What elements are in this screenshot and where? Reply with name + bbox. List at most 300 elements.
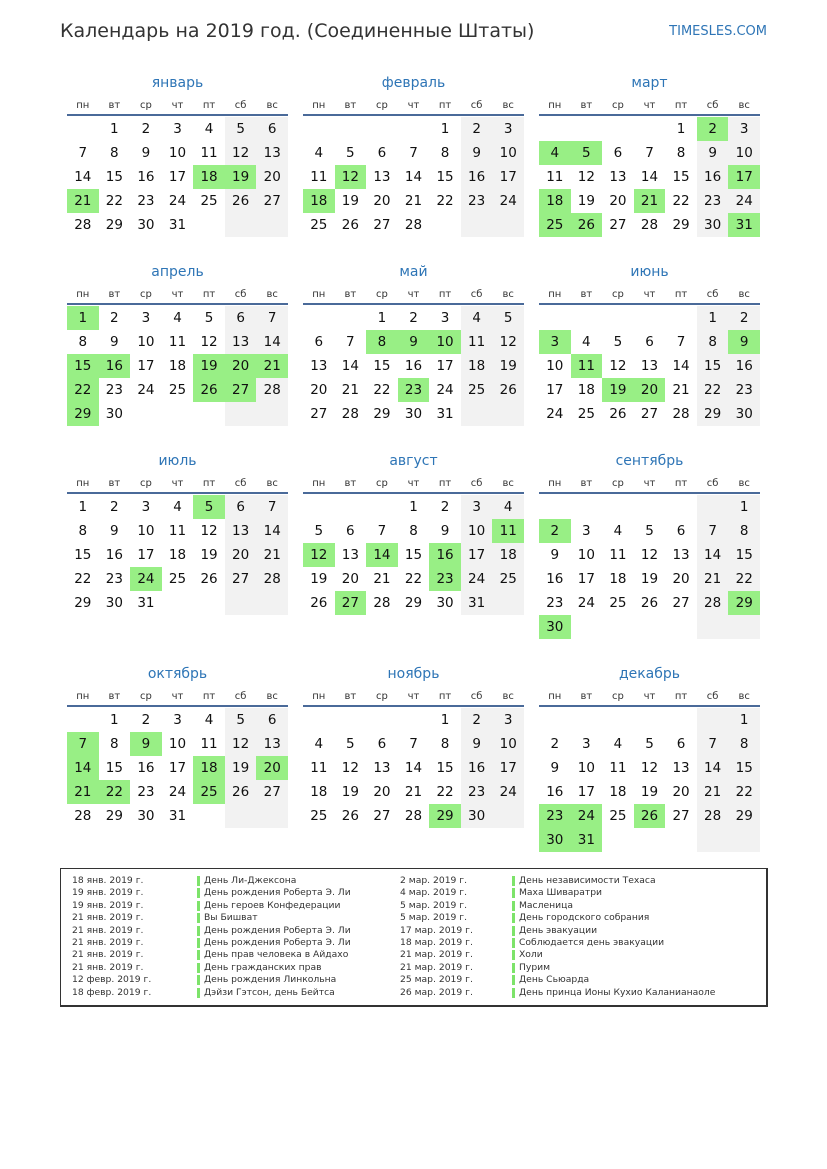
weekday-header (303, 687, 524, 707)
day-cell: 22 (105, 193, 123, 209)
month-calendar (67, 70, 288, 237)
day-cell: 28 (697, 804, 729, 828)
day-cell: 29 (74, 595, 92, 611)
empty-cell (492, 591, 524, 615)
day-cell: 27 (225, 567, 257, 591)
weekday-label: сб (706, 100, 719, 111)
day-cell: 5 (645, 736, 654, 752)
holiday-day: 12 (303, 543, 335, 567)
day-cell: 26 (341, 217, 359, 233)
day-cell: 12 (577, 169, 595, 185)
holiday-day: 14 (366, 543, 398, 567)
site-link[interactable]: TIMESLES.COM (669, 24, 767, 39)
legend-row (61, 912, 766, 924)
day-cell: 19 (640, 571, 659, 587)
days-grid (303, 708, 524, 828)
weekday-label: сб (470, 478, 483, 489)
day-cell: 20 (672, 571, 690, 587)
weekday-label: вт (344, 691, 357, 702)
holiday-name: Холи (519, 949, 543, 961)
day-cell: 8 (728, 519, 760, 543)
day-cell: 26 (310, 595, 328, 611)
empty-cell (398, 117, 430, 141)
holiday-date: 18 мар. 2019 г. (400, 936, 473, 948)
day-cell: 15 (436, 760, 454, 776)
day-cell: 31 (168, 217, 187, 233)
empty-cell (697, 495, 729, 519)
empty-cell (303, 708, 335, 732)
weekday-header (539, 96, 760, 116)
day-cell: 9 (110, 523, 119, 539)
day-cell: 22 (672, 193, 690, 209)
day-cell: 29 (697, 402, 729, 426)
holiday-marker (197, 938, 200, 948)
weekday-label: ср (611, 691, 624, 702)
day-cell: 18 (609, 784, 627, 800)
day-cell: 22 (697, 378, 729, 402)
day-cell: 9 (550, 760, 560, 776)
month-calendar (303, 448, 524, 615)
day-cell: 30 (697, 213, 729, 237)
month-calendar (539, 70, 760, 237)
day-cell: 14 (341, 358, 359, 374)
empty-cell (697, 615, 729, 639)
holiday-date: 19 янв. 2019 г. (72, 887, 144, 899)
day-cell: 11 (310, 169, 328, 185)
legend-row (61, 949, 766, 961)
day-cell: 28 (341, 406, 359, 422)
days-grid (303, 117, 524, 237)
day-cell: 19 (225, 756, 257, 780)
days-grid (67, 117, 288, 237)
day-cell: 15 (105, 169, 123, 185)
weekday-label: ср (139, 289, 152, 300)
weekday-label: пн (312, 478, 326, 489)
weekday-label: пн (548, 691, 562, 702)
day-cell: 22 (404, 571, 423, 587)
day-cell: 16 (546, 571, 564, 587)
day-cell: 6 (256, 117, 288, 141)
weekday-label: пн (76, 478, 90, 489)
holiday-date: 21 янв. 2019 г. (72, 949, 144, 961)
day-cell: 11 (609, 547, 627, 563)
day-cell: 21 (697, 567, 729, 591)
holiday-date: 19 янв. 2019 г. (72, 899, 144, 911)
day-cell: 16 (404, 358, 423, 374)
month-name: март (631, 75, 668, 91)
day-cell: 3 (492, 117, 524, 141)
day-cell: 24 (492, 189, 524, 213)
weekday-label: вт (344, 478, 357, 489)
day-cell: 13 (225, 519, 257, 543)
day-cell: 24 (168, 784, 187, 800)
day-cell: 5 (346, 736, 355, 752)
empty-cell (571, 306, 603, 330)
legend-row (61, 937, 766, 949)
day-cell: 28 (404, 808, 423, 824)
empty-cell (539, 306, 571, 330)
day-cell: 18 (492, 543, 524, 567)
day-cell: 23 (697, 189, 729, 213)
day-cell: 8 (440, 736, 450, 752)
day-cell: 11 (609, 760, 627, 776)
holiday-name: День гражданских прав (204, 961, 322, 973)
holiday-day: 23 (429, 567, 461, 591)
holiday-day: 9 (398, 330, 430, 354)
day-cell: 30 (436, 595, 454, 611)
weekday-label: сб (706, 289, 719, 300)
empty-cell (602, 708, 634, 732)
empty-cell (461, 402, 493, 426)
weekday-label: ср (139, 478, 152, 489)
day-cell: 8 (110, 736, 119, 752)
day-cell: 3 (492, 708, 524, 732)
day-cell: 1 (697, 306, 729, 330)
day-cell: 18 (461, 354, 493, 378)
day-cell: 15 (373, 358, 391, 374)
day-cell: 1 (676, 121, 686, 137)
month-name: апрель (151, 264, 204, 280)
holiday-marker (197, 988, 200, 998)
holiday-date: 5 мар. 2019 г. (400, 912, 468, 924)
weekday-label: пн (76, 289, 90, 300)
day-cell: 5 (204, 310, 214, 326)
holiday-day: 20 (256, 756, 288, 780)
day-cell: 30 (728, 402, 760, 426)
weekday-label: вс (502, 100, 514, 111)
day-cell: 13 (225, 330, 257, 354)
day-cell: 9 (461, 732, 493, 756)
day-cell: 26 (225, 189, 257, 213)
day-cell: 17 (436, 358, 454, 374)
holiday-day: 2 (697, 117, 729, 141)
day-cell: 19 (310, 571, 328, 587)
weekday-header (539, 474, 760, 494)
day-cell: 29 (373, 406, 391, 422)
empty-cell (665, 828, 697, 852)
day-cell: 16 (546, 784, 564, 800)
day-cell: 21 (697, 780, 729, 804)
holiday-day: 21 (67, 780, 99, 804)
day-cell: 10 (137, 334, 155, 350)
day-cell: 21 (256, 543, 288, 567)
empty-cell (256, 402, 288, 426)
weekday-label: вт (108, 289, 121, 300)
day-cell: 27 (672, 808, 690, 824)
holiday-marker (512, 926, 515, 936)
days-grid (67, 708, 288, 828)
day-cell: 17 (577, 784, 595, 800)
weekday-label: пт (202, 289, 216, 300)
day-cell: 30 (137, 217, 155, 233)
holiday-date: 17 мар. 2019 г. (400, 924, 473, 936)
weekday-label: сб (470, 100, 483, 111)
month-name: декабрь (618, 666, 681, 682)
months-grid (67, 70, 760, 852)
empty-cell (539, 495, 571, 519)
day-cell: 22 (436, 784, 454, 800)
day-cell: 28 (640, 217, 659, 233)
holiday-day: 21 (634, 189, 666, 213)
day-cell: 11 (546, 169, 564, 185)
weekday-label: пт (438, 100, 452, 111)
holiday-day: 31 (728, 213, 760, 237)
holiday-date: 4 мар. 2019 г. (400, 887, 468, 899)
weekday-label: ср (375, 478, 388, 489)
day-cell: 8 (78, 523, 88, 539)
empty-cell (130, 402, 162, 426)
holiday-name: День рождения Роберта Э. Ли (204, 887, 351, 899)
day-cell: 24 (461, 567, 493, 591)
month-name: январь (151, 75, 204, 91)
day-cell: 12 (200, 334, 218, 350)
day-cell: 30 (404, 406, 423, 422)
day-cell: 4 (461, 306, 493, 330)
days-grid (539, 708, 760, 852)
day-cell: 19 (200, 547, 218, 563)
holiday-day: 9 (728, 330, 760, 354)
weekday-label: пн (76, 691, 90, 702)
day-cell: 8 (697, 330, 729, 354)
empty-cell (366, 708, 398, 732)
day-cell: 13 (373, 169, 391, 185)
empty-cell (67, 117, 99, 141)
empty-cell (193, 402, 225, 426)
month-name: февраль (381, 75, 446, 91)
empty-cell (602, 828, 634, 852)
holiday-date: 25 мар. 2019 г. (400, 974, 473, 986)
day-cell: 6 (645, 334, 654, 350)
holiday-day: 19 (602, 378, 634, 402)
holiday-day: 1 (67, 306, 99, 330)
weekday-label: сб (234, 478, 247, 489)
day-cell: 29 (105, 808, 123, 824)
day-cell: 16 (105, 547, 123, 563)
weekday-label: вт (580, 289, 593, 300)
empty-cell (492, 402, 524, 426)
weekday-label: ср (375, 100, 388, 111)
month-calendar (67, 448, 288, 615)
day-cell: 2 (550, 736, 560, 752)
day-cell: 13 (672, 547, 690, 563)
day-cell: 13 (609, 169, 627, 185)
day-cell: 20 (373, 784, 391, 800)
holiday-day: 20 (634, 378, 666, 402)
month-name: август (389, 453, 438, 469)
holiday-marker (197, 950, 200, 960)
empty-cell (225, 213, 257, 237)
weekday-label: вс (502, 478, 514, 489)
day-cell: 25 (200, 193, 218, 209)
day-cell: 14 (404, 169, 423, 185)
holiday-marker (512, 888, 515, 898)
day-cell: 26 (492, 378, 524, 402)
day-cell: 4 (173, 499, 182, 515)
empty-cell (162, 402, 194, 426)
weekday-header (67, 96, 288, 116)
legend-row (61, 925, 766, 937)
weekday-label: пн (312, 100, 326, 111)
day-cell: 1 (440, 712, 450, 728)
holiday-date: 21 янв. 2019 г. (72, 924, 144, 936)
empty-cell (571, 495, 603, 519)
day-cell: 19 (341, 193, 359, 209)
day-cell: 19 (341, 784, 359, 800)
holiday-day: 18 (539, 189, 571, 213)
day-cell: 1 (110, 712, 119, 728)
weekday-label: вс (266, 691, 278, 702)
day-cell: 25 (461, 378, 493, 402)
days-grid (67, 306, 288, 426)
day-cell: 3 (582, 736, 591, 752)
day-cell: 22 (373, 382, 391, 398)
holiday-name: Пурим (519, 961, 551, 973)
holiday-date: 12 февр. 2019 г. (72, 974, 152, 986)
holiday-day: 30 (539, 615, 571, 639)
days-grid (67, 495, 288, 615)
day-cell: 27 (373, 808, 391, 824)
day-cell: 13 (640, 358, 659, 374)
day-cell: 26 (225, 780, 257, 804)
day-cell: 17 (492, 756, 524, 780)
weekday-label: вс (502, 289, 514, 300)
holiday-day: 4 (539, 141, 571, 165)
holiday-name: Дэйзи Гэтсон, день Бейтса (204, 986, 335, 998)
empty-cell (728, 615, 760, 639)
weekday-label: вс (738, 691, 750, 702)
day-cell: 16 (728, 354, 760, 378)
day-cell: 8 (728, 732, 760, 756)
holiday-day: 29 (728, 591, 760, 615)
day-cell: 12 (640, 760, 659, 776)
weekday-label: ср (139, 691, 152, 702)
day-cell: 12 (640, 547, 659, 563)
holiday-day: 8 (366, 330, 398, 354)
day-cell: 13 (672, 760, 690, 776)
holiday-day: 3 (539, 330, 571, 354)
day-cell: 7 (78, 145, 88, 161)
holiday-name: Вы Бишват (204, 912, 258, 924)
day-cell: 3 (440, 310, 450, 326)
empty-cell (602, 615, 634, 639)
month-name: июнь (630, 264, 669, 280)
day-cell: 13 (341, 547, 359, 563)
day-cell: 6 (256, 708, 288, 732)
day-cell: 29 (105, 217, 123, 233)
holiday-marker (512, 975, 515, 985)
day-cell: 25 (310, 808, 328, 824)
day-cell: 19 (577, 193, 595, 209)
holiday-marker (512, 901, 515, 911)
day-cell: 11 (168, 334, 187, 350)
holiday-day: 23 (398, 378, 430, 402)
day-cell: 19 (492, 354, 524, 378)
days-grid (539, 495, 760, 639)
holiday-day: 29 (67, 402, 99, 426)
weekday-header (67, 687, 288, 707)
day-cell: 30 (137, 808, 155, 824)
day-cell: 7 (409, 145, 418, 161)
holiday-day: 25 (539, 213, 571, 237)
weekday-header (303, 285, 524, 305)
holiday-day: 20 (225, 354, 257, 378)
day-cell: 17 (137, 358, 155, 374)
day-cell: 2 (440, 499, 450, 515)
weekday-label: пт (674, 691, 688, 702)
holiday-marker (197, 975, 200, 985)
weekday-label: ср (611, 289, 624, 300)
weekday-label: вт (580, 478, 593, 489)
day-cell: 28 (373, 595, 391, 611)
day-cell: 27 (256, 189, 288, 213)
holiday-day: 11 (492, 519, 524, 543)
holiday-day: 21 (256, 354, 288, 378)
day-cell: 9 (440, 523, 450, 539)
day-cell: 13 (310, 358, 328, 374)
day-cell: 6 (225, 495, 257, 519)
day-cell: 1 (728, 708, 760, 732)
holiday-day: 18 (193, 756, 225, 780)
empty-cell (335, 306, 367, 330)
day-cell: 29 (404, 595, 423, 611)
month-name: май (399, 264, 428, 280)
day-cell: 25 (310, 217, 328, 233)
day-cell: 15 (728, 543, 760, 567)
weekday-label: пн (548, 100, 562, 111)
day-cell: 31 (168, 808, 187, 824)
day-cell: 7 (377, 523, 387, 539)
day-cell: 28 (404, 217, 423, 233)
weekday-label: вс (266, 100, 278, 111)
empty-cell (602, 495, 634, 519)
day-cell: 23 (137, 784, 155, 800)
holiday-date: 18 янв. 2019 г. (72, 875, 144, 886)
weekday-label: сб (234, 289, 247, 300)
day-cell: 27 (640, 406, 659, 422)
holiday-marker (197, 913, 200, 923)
day-cell: 16 (461, 756, 493, 780)
day-cell: 24 (546, 406, 564, 422)
day-cell: 6 (377, 736, 387, 752)
day-cell: 27 (373, 217, 391, 233)
day-cell: 4 (173, 310, 182, 326)
day-cell: 17 (168, 760, 187, 776)
day-cell: 23 (461, 189, 493, 213)
day-cell: 25 (492, 567, 524, 591)
day-cell: 3 (173, 121, 182, 137)
legend-row (61, 987, 766, 999)
day-cell: 30 (105, 595, 123, 611)
empty-cell (665, 708, 697, 732)
day-cell: 9 (110, 334, 119, 350)
day-cell: 21 (341, 382, 359, 398)
holiday-name: День эвакуации (519, 924, 598, 936)
day-cell: 8 (440, 145, 450, 161)
weekday-label: вт (580, 100, 593, 111)
weekday-label: сб (706, 691, 719, 702)
day-cell: 23 (105, 382, 123, 398)
day-cell: 31 (137, 595, 155, 611)
weekday-label: пн (548, 289, 562, 300)
day-cell: 21 (404, 193, 423, 209)
day-cell: 24 (137, 382, 155, 398)
day-cell: 28 (74, 808, 92, 824)
weekday-label: пт (674, 289, 688, 300)
days-grid (539, 306, 760, 426)
weekday-label: чт (171, 100, 184, 111)
holiday-day: 14 (67, 756, 99, 780)
holiday-date: 21 мар. 2019 г. (400, 949, 473, 961)
